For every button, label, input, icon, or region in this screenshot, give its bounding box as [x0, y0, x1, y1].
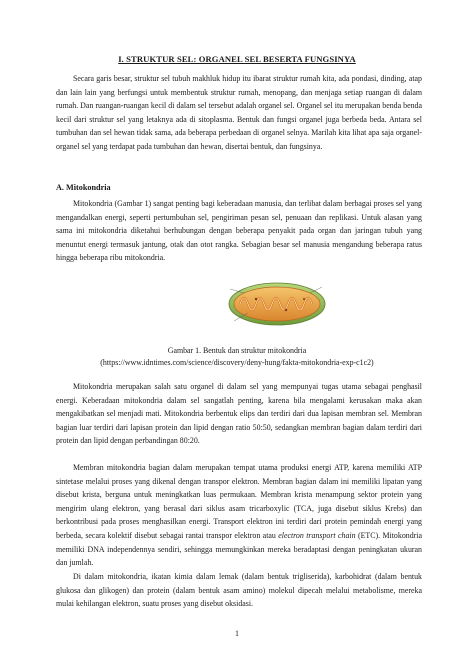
paragraph-4-text: Di dalam mitokondria, ikatan kimia dalam lemak (dalam bentuk trigliserida), karbohidrat (dalam bentuk glukosa dan glikogen) dan protein (dalam bentuk asam amino) molekul dipecah melalui metabolisme, mereka mulai kehilangan elektron, suatu proses yang disebut oksidasi.	[56, 572, 422, 609]
section-title-mitokondria: A. Mitokondria	[56, 183, 111, 192]
mitokondria-paragraph-4	[56, 570, 422, 611]
mitokondria-paragraph-1	[56, 197, 422, 265]
paragraph-3-italic-term: electron transport chain	[278, 530, 356, 540]
paragraph-3-text-end: (ETC). Mitokondria memiliki DNA independennya sendiri, sehingga memungkinkan mereka beradaptasi dengan peningkatan ukuran dan jumlah.	[56, 530, 422, 568]
figure-caption-block	[0, 345, 474, 370]
paragraph-3-text: Membran mitokondria bagian dalam merupakan tempat utama produksi energi ATP, karena memiliki ATP sintetase melalui proses yang dikenal dengan transpor elektron. Membran bagian dalam ini memiliki lipatan yang disebut krista, berguna untuk meningkatkan luas permukaan. Membran krista menampung sektor protein yang mengirim ulang elektron, yang berasal dari siklus asam tricarboxylic (TCA, juga disebut siklus Krebs) dan berkontribusi pada proses menghasilkan energi. Transport elektron ini terdiri dari protein pemindah energi yang berbeda, secara kolektif disebut sebagai rantai transpor elektron atau	[56, 463, 422, 540]
paragraph-2-text: Mitokondria merupakan salah satu organel di dalam sel yang mempunyai tugas utama sebagai penghasil energi. Keberadaan mitokondria dalam sel sangatlah penting, karena bila mengalami kerusakan maka akan mengakibatkan sel menjadi mati. Mitokondria berbentuk elips dan terdiri dari dua lapisan membran sel. Membran bagian luar terdiri dari lapisan protein dan lipid dengan ratio 50:50, sedangkan membran bagian dalam terdiri dari protein dan lipid dengan perbandingan 80:20.	[56, 382, 422, 446]
figure-caption: Gambar 1. Bentuk dan struktur mitokondria	[167, 346, 307, 355]
intro-text: Secara garis besar, struktur sel tubuh makhluk hidup itu ibarat struktur rumah kita, ada pondasi, dinding, atap dan lain lain yang berfungsi untuk membentuk struktur rumah, menopang, dan menjaga setiap ruangan di dalam rumah. Dan ruangan-ruangan kecil di dalam sel tersebut adalah organel sel. Organel sel itu merupakan benda benda kecil dari struktur sel yang letaknya ada di sitoplasma. Bentuk dan fungsi organel juga berbeda beda. Antara sel tumbuhan dan sel hewan tidak sama, ada beberapa perbedaan di organel selnya. Marilah kita lihat apa saja organel-organel sel yang terdapat pada tumbuhan dan hewan, disertai bentuk, dan fungsinya.	[56, 74, 422, 151]
figure-source-link: (https://www.idntimes.com/science/discovery/deny-hung/fakta-mitokondria-exp-c1c2)	[100, 358, 374, 368]
paragraph-1-text: Mitokondria (Gambar 1) sangat penting bagi keberadaan manusia, dan terlibat dalam berbagai proses sel yang mengandalkan energi, seperti pertumbuhan sel, pengiriman pesan sel, penuaan dan replikasi. Untuk alasan yang sama ini mitokondria diketahui berhubungan dengan beberapa penyakit pada organ dan jaringan tubuh yang menuntut energi termasuk jantung, otak dan otot rangka. Sebagian besar sel manusia mengandung beberapa ratus hingga beberapa ribu mitokondria.	[56, 199, 422, 263]
intro-paragraph	[56, 72, 422, 154]
mitochondria-illustration	[226, 277, 328, 329]
mitokondria-paragraph-3	[56, 461, 422, 570]
mitochondria-figure	[226, 277, 328, 329]
page-heading: I. STRUKTUR SEL: ORGANEL SEL BESERTA FUNGSINYA	[118, 54, 356, 64]
mitokondria-paragraph-2	[56, 380, 422, 448]
page-number: 1	[235, 629, 239, 638]
